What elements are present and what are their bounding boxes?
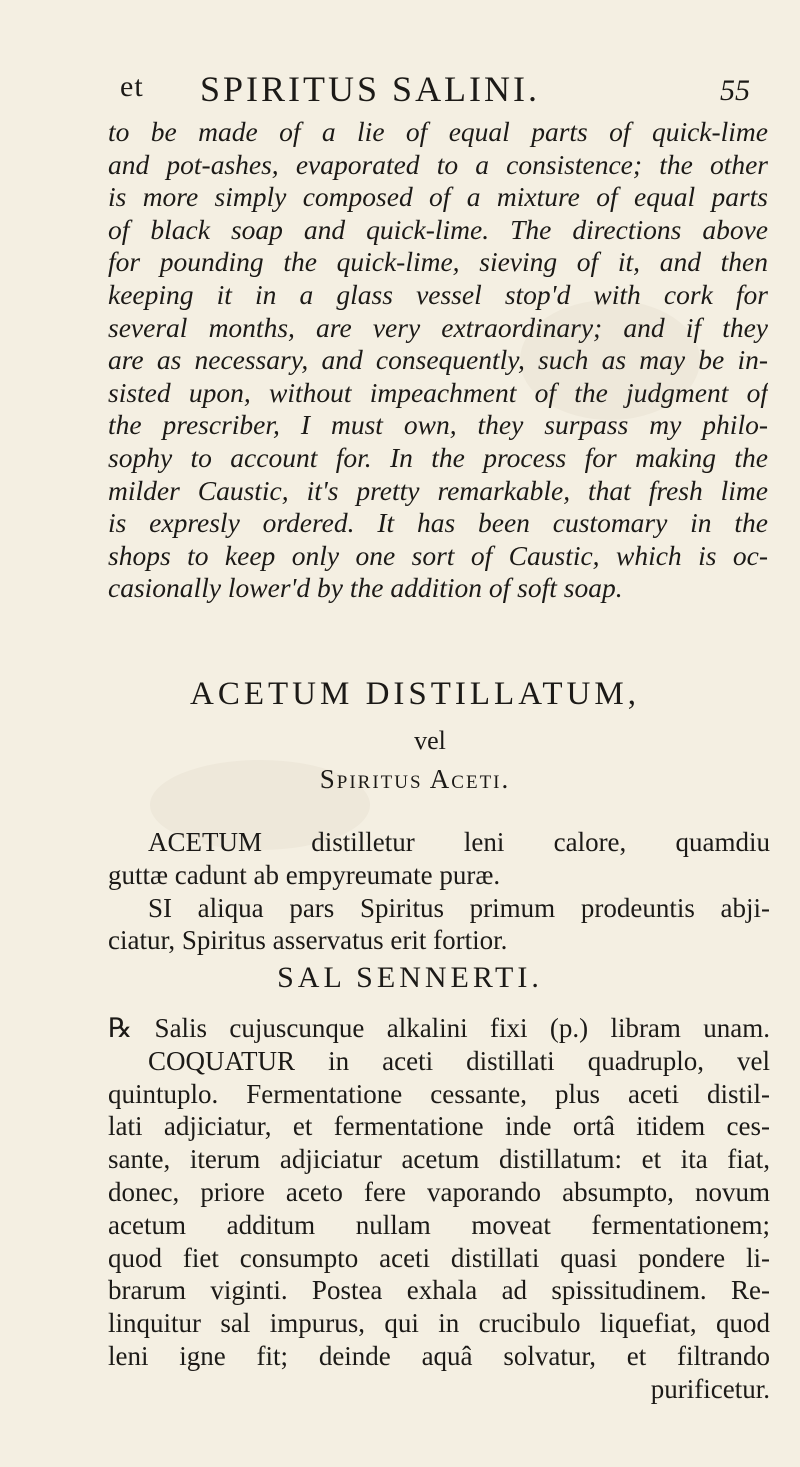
text-line: the prescriber, I must own, they surpass my philo-: [108, 409, 768, 441]
text-line: ACETUM distilletur leni calore, quamdiu: [148, 827, 770, 857]
text-line: leni igne fit; deinde aquâ solvatur, et filtrando: [108, 1340, 770, 1371]
text-line: purificetur.: [650, 1373, 770, 1404]
section-heading-sal-sennerti: SAL SENNERTI.: [277, 961, 543, 994]
text-line: is expresly ordered. It has been customary in the: [108, 507, 768, 539]
running-head-left: et: [120, 70, 144, 103]
text-line: SI aliqua pars Spiritus primum prodeuntis abji-: [148, 892, 770, 923]
text-line: are as necessary, and consequently, such as may be in-: [108, 344, 768, 376]
section-subheading-spiritus: Spiritus Aceti.: [319, 764, 511, 794]
text-line: of black soap and quick-lime. The directions above: [108, 213, 768, 245]
text-line: milder Caustic, it's pretty remarkable, that fresh lime: [108, 474, 768, 506]
text-line: sisted upon, without impeachment of the judgment of: [108, 376, 768, 408]
text-line: to be made of a lie of equal parts of quick-lime: [108, 116, 768, 147]
text-line: linquitur sal impurus, qui in crucibulo liquefiat, quod: [108, 1308, 770, 1339]
sal-sennerti-recipe: [108, 1012, 770, 1406]
text-line: sante, iterum adjiciatur acetum distillatum: et ita fiat,: [108, 1144, 770, 1175]
text-line: ciatur, Spiritus asservatus erit fortior.: [108, 925, 508, 956]
text-line: for pounding the quick-lime, sieving of it, and then: [108, 246, 768, 278]
running-head-title: SPIRITUS SALINI.: [200, 69, 541, 109]
page-number: 55: [720, 74, 750, 107]
italic-commentary: [108, 116, 768, 605]
running-head: [110, 68, 750, 112]
text-line: COQUATUR in aceti distillati quadruplo, vel: [148, 1045, 770, 1076]
text-line: casionally lower'd by the addition of soft soap.: [108, 572, 623, 604]
text-line: guttæ cadunt ab empyreumate puræ.: [108, 859, 501, 890]
text-line: shops to keep only one sort of Caustic, which is oc-: [108, 539, 768, 571]
text-line: brarum viginti. Postea exhala ad spissitudinem. Re-: [108, 1275, 770, 1306]
text-line: and pot-ashes, evaporated to a consistence; the other: [108, 148, 768, 180]
text-line: quintuplo. Fermentatione cessante, plus aceti distil-: [108, 1078, 770, 1109]
text-line: lati adjiciatur, et fermentatione inde ortâ itidem ces-: [108, 1111, 770, 1142]
text-line: is more simply composed of a mixture of equal parts: [108, 181, 768, 213]
text-line: quod fiet consumpto aceti distillati quasi pondere li-: [108, 1242, 770, 1273]
text-line: sophy to account for. In the process for making the: [108, 441, 768, 473]
text-line: ℞ Salis cujuscunque alkalini fixi (p.) libram unam.: [108, 1013, 770, 1043]
text-line: donec, priore aceto fere vaporando absumpto, novum: [108, 1176, 770, 1207]
section-heading-acetum: ACETUM DISTILLATUM,: [190, 676, 640, 712]
text-line: acetum additum nullam moveat fermentationem;: [108, 1209, 770, 1240]
section-heading-connector: vel: [414, 726, 446, 755]
acetum-recipe: [108, 826, 770, 957]
text-line: several months, are very extraordinary; and if they: [108, 311, 768, 343]
text-line: keeping it in a glass vessel stop'd with cork for: [108, 278, 768, 310]
